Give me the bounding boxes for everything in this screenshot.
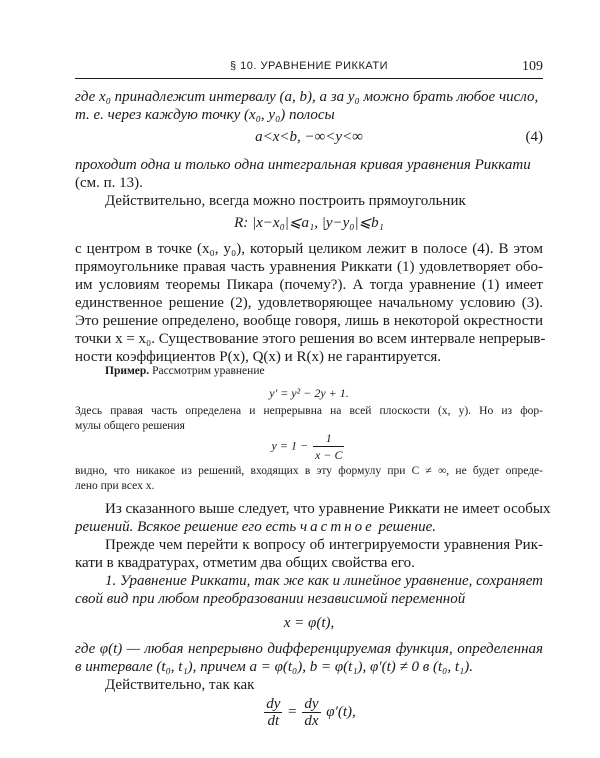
equation-rectangle: R: |x−x₀|⩽a₁, |y−y₀|⩽b₁: [234, 215, 384, 231]
text-line: в интервале (t₀, t₁), причем a = φ(t₀), b = φ(t₁), φ′(t) ≠ 0 в (t₀, t₁).: [75, 659, 474, 675]
text-line: где x₀ принадлежит интервалу (a, b), а за y₀ можно брать любое число,: [75, 89, 539, 105]
example-label: Пример.: [105, 365, 150, 377]
fraction-denominator: dt: [267, 713, 280, 729]
text-line: Это решение определено, вообще говоря, лишь в некоторой окрестности: [75, 313, 543, 329]
page-number: 109: [522, 59, 543, 74]
equation-tail: φ′(t),: [326, 703, 356, 720]
text-line: где φ(t) — любая непрерывно дифференцируемая функция, определенная: [75, 641, 543, 657]
text-line: мулы общего решения: [75, 420, 185, 432]
example-intro: [105, 364, 543, 379]
text-line: 1. Уравнение Риккати, так же как и линейное уравнение, сохраняет: [105, 573, 543, 589]
substitution-equation: x = φ(t),: [283, 615, 335, 631]
example-text: Рассмотрим уравнение: [152, 365, 265, 377]
text-line: (см. п. 13).: [75, 175, 143, 191]
text-line: Действительно, всегда можно построить прямоугольник: [105, 193, 466, 209]
spaced-word: частное: [300, 519, 375, 535]
fraction: [302, 696, 320, 729]
text-line: свой вид при любом преобразовании независимой переменной: [75, 591, 466, 607]
text-line: точки x = x₀. Существование этого решения во всем интервале непрерыв-: [75, 331, 546, 347]
text-line: им условиям теоремы Пикара (почему?). А тогда уравнение (1) имеет: [75, 277, 543, 293]
equals-sign: =: [288, 703, 297, 720]
fraction: [313, 430, 344, 463]
text-line: Здесь правая часть определена и непрерывна на всей плоскости (x, y). Но из фор-: [75, 405, 543, 417]
fraction-denominator: dx: [304, 713, 319, 729]
running-head: [75, 57, 543, 77]
fraction: [264, 696, 282, 729]
equation-4: [75, 128, 543, 146]
text-line: лено при всех x.: [75, 480, 155, 492]
text-span: Из сказанного выше следует, что уравнение Риккати не имеет особых: [105, 501, 551, 517]
text-line: видно, что никакое из решений, входящих в эту формулу при C ≠ ∞, не будет опреде-: [75, 465, 543, 477]
text-line: [75, 518, 543, 536]
fraction-numerator: dy: [304, 696, 319, 712]
general-solution-equation: [75, 430, 543, 463]
text-line: Действительно, так как: [105, 677, 255, 693]
text-line: [75, 500, 551, 518]
text-span: решение.: [378, 519, 436, 535]
text-line: единственное решение (2), удовлетворяющее начальному условию (3).: [75, 295, 543, 311]
equation-number: (4): [525, 129, 543, 145]
fraction-denominator: x − C: [315, 448, 343, 462]
text-line: прямоугольнике правая часть уравнения Риккати (1) удовлетворяет обо-: [75, 259, 543, 275]
text-line: Прежде чем перейти к вопросу об интегрируемости уравнения Рик-: [105, 537, 543, 553]
section-title: § 10. УРАВНЕНИЕ РИККАТИ: [230, 60, 388, 72]
equation-text: a<x<b, −∞<y<∞: [255, 129, 363, 145]
text-line: т. е. через каждую точку (x₀, y₀) полосы: [75, 107, 335, 123]
text-line: ности коэффициентов P(x), Q(x) и R(x) не гарантируется.: [75, 349, 442, 365]
text-span: решений. Всякое решение его есть: [75, 519, 297, 535]
fraction-numerator: 1: [313, 430, 344, 447]
equation-left: y = 1 −: [271, 438, 309, 453]
header-rule: [75, 78, 543, 79]
fraction-numerator: dy: [266, 696, 281, 712]
text-line: с центром в точке (x₀, y₀), который целиком лежит в полосе (4). В этом: [75, 241, 543, 257]
text-line: кати в квадратурах, отметим два общих свойства его.: [75, 555, 415, 571]
derivative-equation: [75, 696, 543, 729]
example-equation: y′ = y² − 2y + 1.: [269, 386, 349, 400]
text-line: проходит одна и только одна интегральная кривая уравнения Риккати: [75, 157, 531, 173]
